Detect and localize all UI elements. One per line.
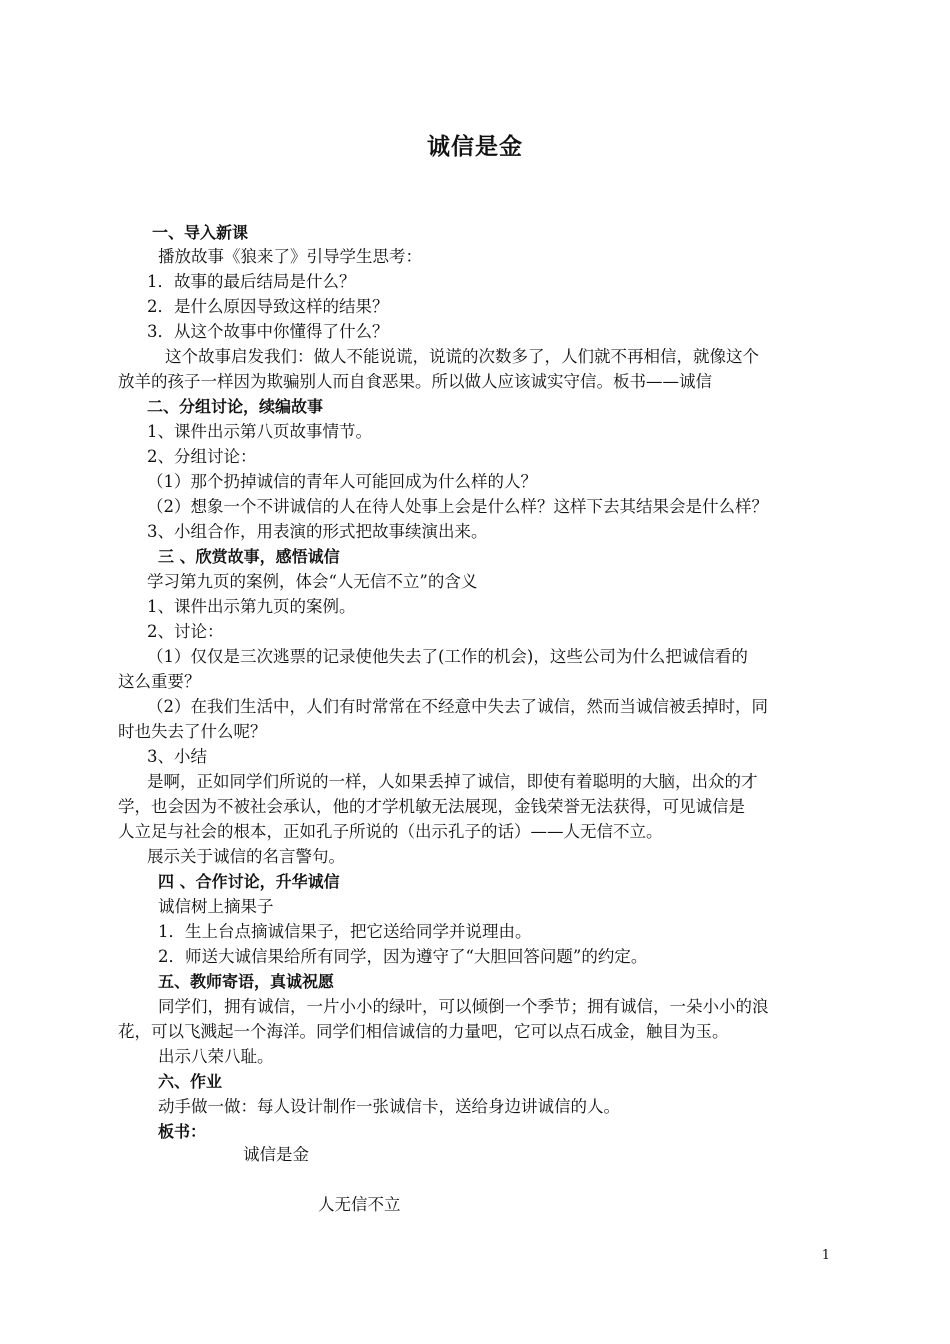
body-line: （1）那个扔掉诚信的青年人可能回成为什么样的人？ <box>147 472 537 491</box>
list-item: 1．生上台点摘诚信果子，把它送给同学并说理由。 <box>158 922 532 941</box>
body-line: 花，可以飞溅起一个海洋。同学们相信诚信的力量吧，它可以点石成金，触目为玉。 <box>118 1022 729 1041</box>
body-line: 这个故事启发我们：做人不能说谎，说谎的次数多了，人们就不再相信，就像这个 <box>165 347 759 366</box>
section-heading-6: 六、作业 <box>158 1072 223 1091</box>
page-number: 1 <box>821 1248 830 1263</box>
body-line: 时也失去了什么呢？ <box>118 722 267 741</box>
body-line: 同学们，拥有诚信，一片小小的绿叶，可以倾倒一个季节；拥有诚信，一朵小小的浪 <box>158 997 769 1016</box>
body-line: 1、课件出示第八页故事情节。 <box>147 422 372 441</box>
body-line: 动手做一做：每人设计制作一张诚信卡，送给身边讲诚信的人。 <box>158 1097 620 1116</box>
body-line: （2）想象一个不讲诚信的人在待人处事上会是什么样？这样下去其结果会是什么样？ <box>147 497 768 516</box>
body-line: 播放故事《狼来了》引导学生思考： <box>158 247 422 266</box>
body-line: 放羊的孩子一样因为欺骗别人而自食恶果。所以做人应该诚实守信。板书——诚信 <box>118 372 712 391</box>
body-line: 展示关于诚信的名言警句。 <box>147 847 345 866</box>
blackboard-heading: 板书： <box>158 1122 207 1141</box>
blackboard-line: 人无信不立 <box>318 1195 401 1214</box>
list-item: 3．从这个故事中你懂得了什么？ <box>147 322 389 341</box>
body-line: 出示八荣八耻。 <box>158 1047 274 1066</box>
body-line: 3、小组合作，用表演的形式把故事续演出来。 <box>147 522 488 541</box>
body-line: 是啊，正如同学们所说的一样，人如果丢掉了诚信，即使有着聪明的大脑，出众的才 <box>147 772 758 791</box>
section-heading-4: 四 、合作讨论，升华诚信 <box>158 872 340 891</box>
body-line: （2）在我们生活中，人们有时常常在不经意中失去了诚信，然而当诚信被丢掉时，同 <box>147 697 768 716</box>
body-line: 1、课件出示第九页的案例。 <box>147 597 356 616</box>
body-line: 3、小结 <box>147 747 207 766</box>
section-heading-2: 二、分组讨论，续编故事 <box>147 397 324 416</box>
blackboard-line: 诚信是金 <box>243 1145 309 1164</box>
body-line: 学，也会因为不被社会承认，他的才学机敏无法展现，金钱荣誉无法获得，可见诚信是 <box>118 797 745 816</box>
list-item: 2．是什么原因导致这样的结果？ <box>147 297 389 316</box>
body-line: 诚信树上摘果子 <box>158 897 274 916</box>
body-line: 人立足与社会的根本，正如孔子所说的（出示孔子的话）——人无信不立。 <box>118 822 663 841</box>
list-item: 1．故事的最后结局是什么？ <box>147 272 356 291</box>
body-line: 学习第九页的案例，体会“人无信不立”的含义 <box>147 572 478 591</box>
body-line: （1）仅仅是三次逃票的记录使他失去了(工作的机会)，这些公司为什么把诚信看的 <box>147 647 748 666</box>
body-line: 2、分组讨论： <box>147 447 257 466</box>
section-heading-5: 五、教师寄语，真诚祝愿 <box>158 972 335 991</box>
body-line: 这么重要？ <box>118 672 201 691</box>
section-heading-3: 三 、欣赏故事，感悟诚信 <box>158 547 340 566</box>
section-heading-1: 一、导入新课 <box>152 223 249 242</box>
body-line: 2、讨论： <box>147 622 224 641</box>
list-item: 2．师送大诚信果给所有同学，因为遵守了“大胆回答问题”的约定。 <box>158 947 648 966</box>
page-title: 诚信是金 <box>427 134 523 160</box>
